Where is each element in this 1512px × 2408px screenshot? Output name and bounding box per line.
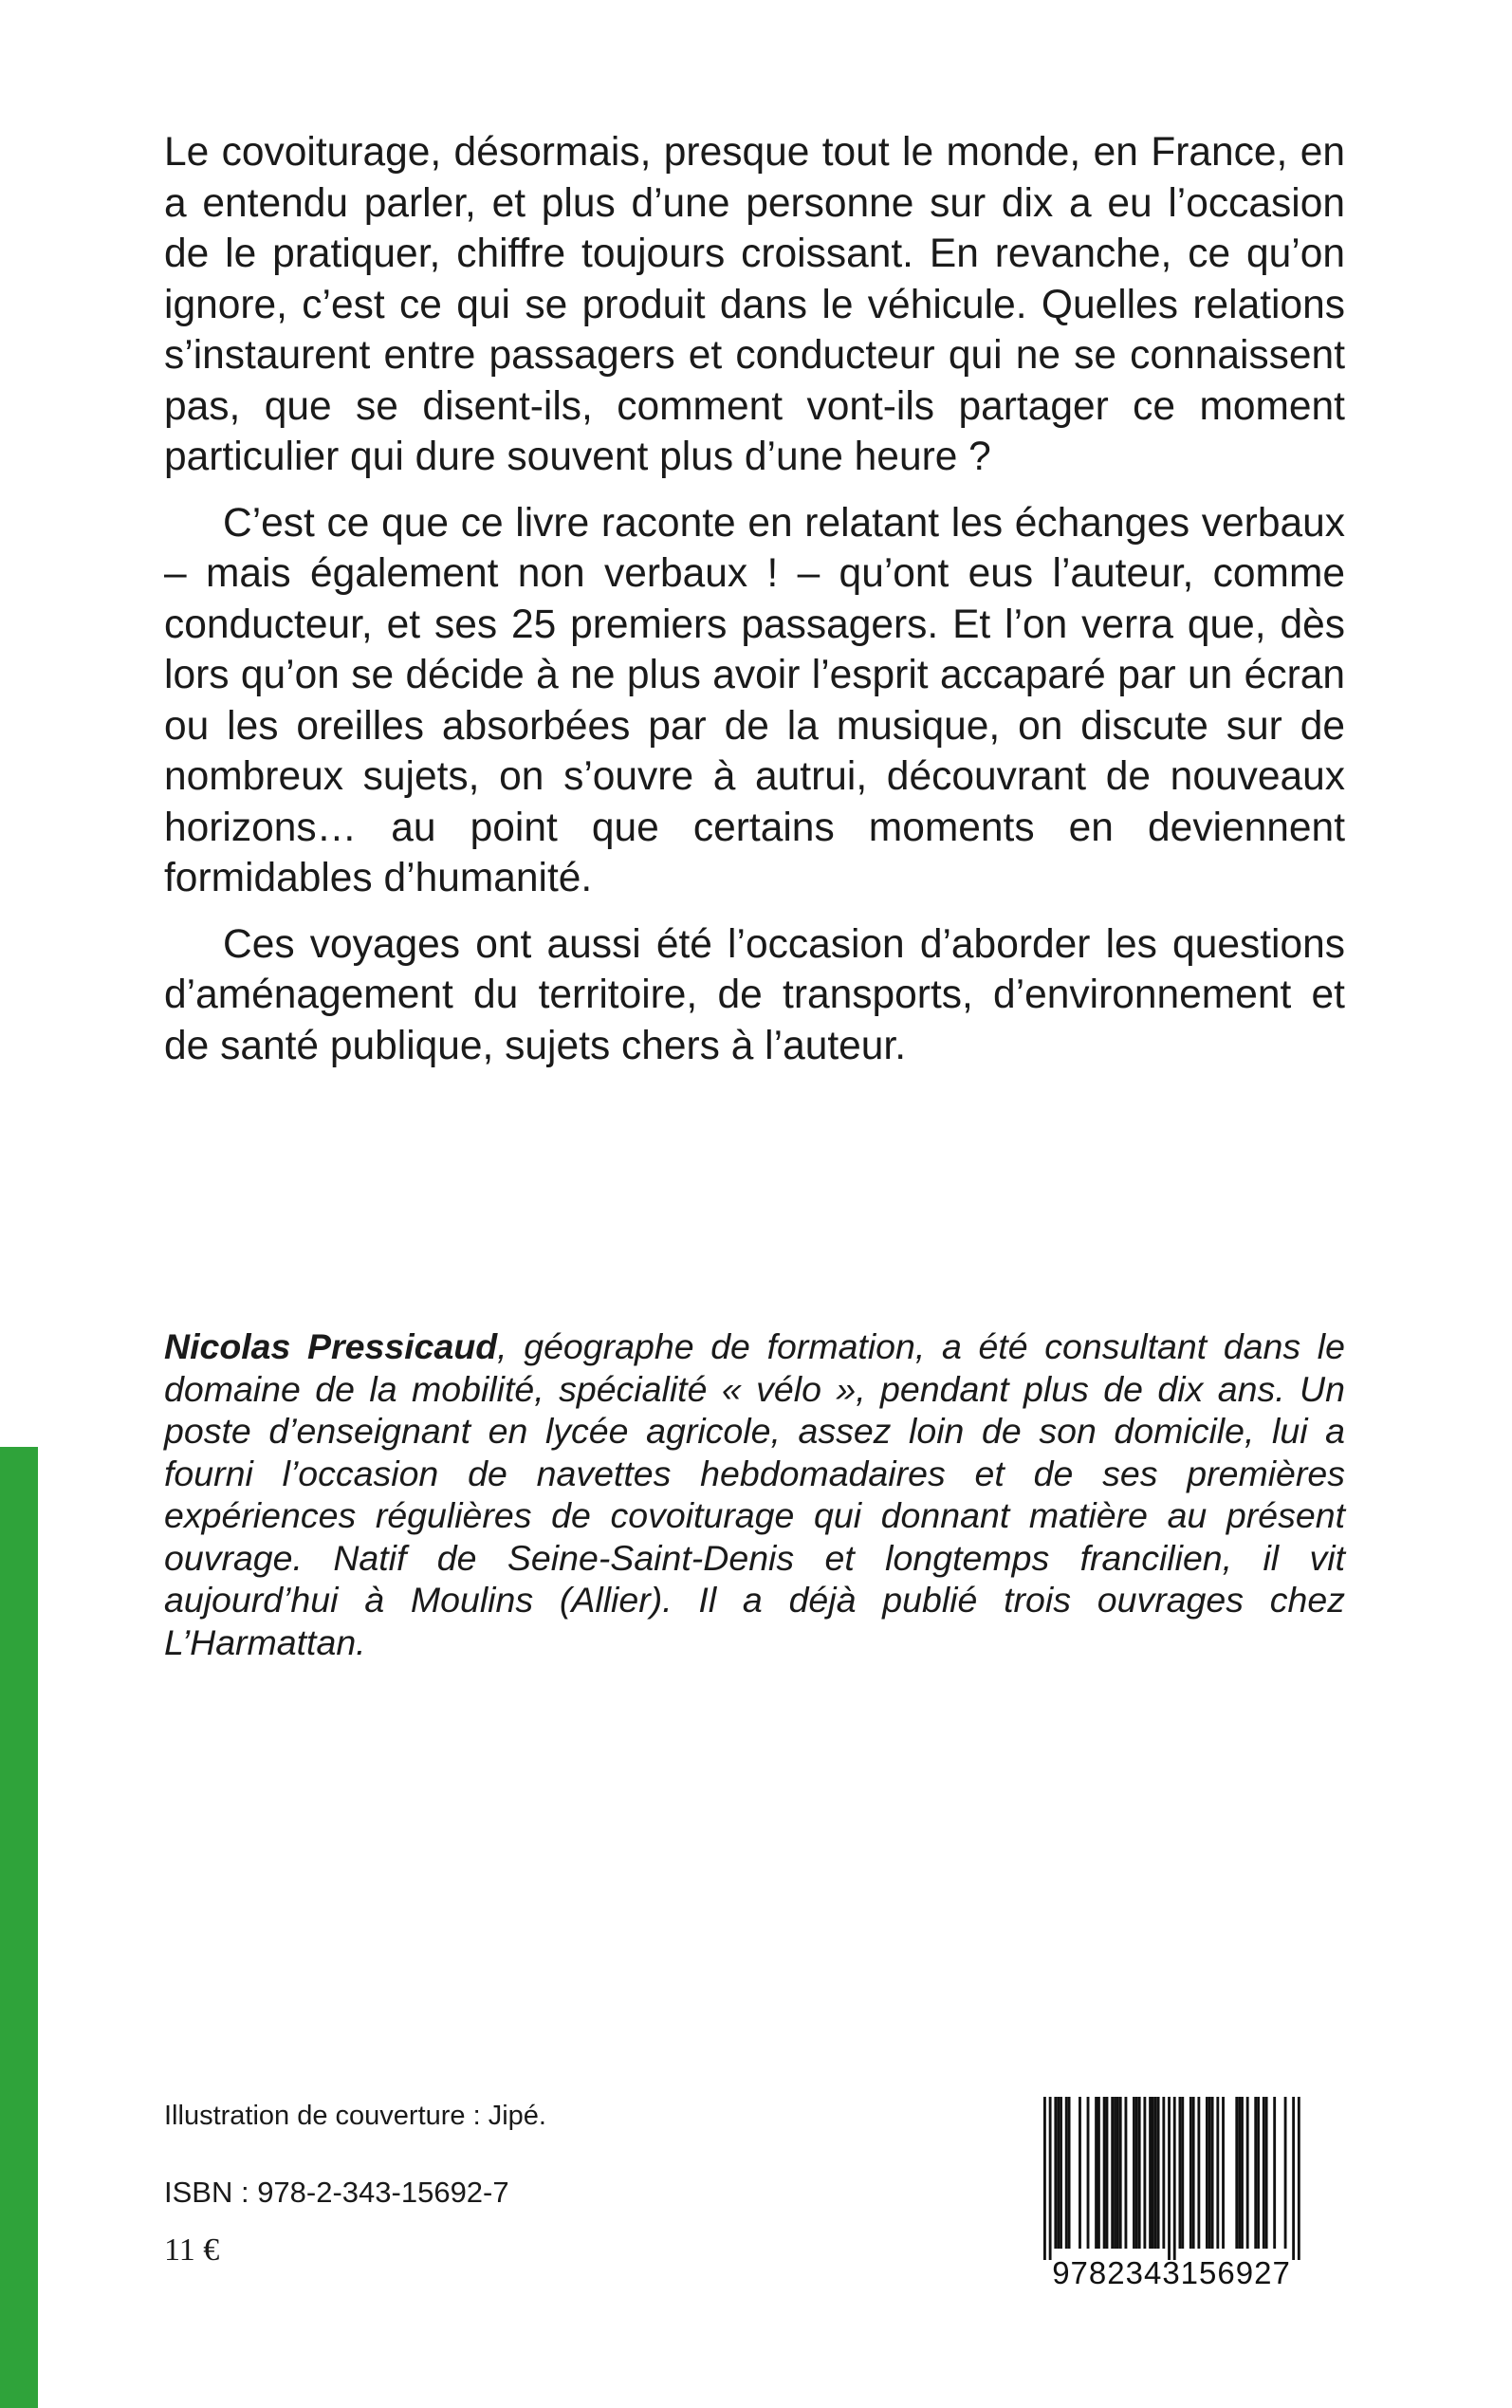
barcode-bar — [1284, 2097, 1287, 2249]
barcode-bar — [1135, 2097, 1138, 2249]
barcode-bar — [1192, 2097, 1195, 2249]
illustration-credit: Illustration de couverture : Jipé. — [164, 2101, 546, 2131]
barcode-bar — [1043, 2097, 1046, 2260]
barcode-bar — [1133, 2097, 1135, 2249]
barcode-bar — [1114, 2097, 1116, 2249]
barcode-bar — [1208, 2097, 1211, 2249]
green-side-stripe — [0, 1447, 38, 2408]
barcode-bar — [1157, 2097, 1160, 2249]
isbn: ISBN : 978-2-343-15692-7 — [164, 2176, 509, 2209]
barcode-bar — [1097, 2097, 1100, 2249]
barcode-bar — [1222, 2097, 1225, 2249]
barcode-bar — [1103, 2097, 1106, 2249]
barcode-bar — [1079, 2097, 1081, 2249]
barcode-bar — [1211, 2097, 1214, 2249]
barcode-bar — [1197, 2097, 1200, 2249]
barcode-bar — [1087, 2097, 1090, 2249]
barcode-bar — [1060, 2097, 1062, 2249]
barcode-bar — [1179, 2097, 1182, 2249]
author-bio — [164, 1325, 1345, 1663]
synopsis-paragraph-2: C’est ce que ce livre raconte en relatant les échanges verbaux – mais également non verbaux ! – qu’ont eus l’auteur, comme conducteur, et ses 25 premiers passagers. Et l’on verra que, dès lors qu’on se décide à ne plus avoir l’esprit accaparé par un écran ou les oreilles absorbées par de la musique, on discute sur de nombreux sujets, on s’ouvre à autrui, découvrant de nouveaux horizons… au point que certains moments en deviennent formidables d’humanité. — [164, 500, 1345, 900]
barcode-bar — [1095, 2097, 1097, 2249]
barcode-bar — [1263, 2097, 1265, 2249]
isbn-barcode — [1029, 2097, 1314, 2296]
barcode-bar — [1173, 2097, 1176, 2260]
barcode-bar — [1154, 2097, 1157, 2249]
barcode-bar — [1241, 2097, 1244, 2249]
barcode-bars — [1029, 2097, 1314, 2260]
barcode-bar — [1235, 2097, 1238, 2249]
barcode-bar — [1116, 2097, 1119, 2249]
author-name: Nicolas Pressicaud — [164, 1326, 498, 1366]
barcode-bar — [1292, 2097, 1295, 2260]
barcode-bar — [1119, 2097, 1122, 2249]
synopsis-paragraph-1: Le covoiturage, désormais, presque tout le monde, en France, en a entendu parler, et plus d’une personne sur dix a eu l’occasion de le pratiquer, chiffre toujours croissant. En revanche, ce qu’on ignore, c’est ce qui se produit dans le véhicule. Quelles relations s’instaurent entre passagers et conducteur qui ne se connaissent pas, que se disent-ils, comment vont-ils partager ce moment particulier qui dure souvent plus d’une heure ? — [164, 130, 1345, 479]
barcode-bar — [1216, 2097, 1219, 2249]
barcode-bar — [1054, 2097, 1057, 2249]
price: 11 € — [164, 2232, 220, 2268]
barcode-bar — [1149, 2097, 1152, 2249]
author-bio-text: , géographe de formation, a été consultant dans le domaine de la mobilité, spécialité « vélo », pendant plus de dix ans. Un poste d’enseignant en lycée agricole, assez loin de son domicile, lui a fourni l’occasion de navettes hebdomadaires et de ses premières expériences régulières de covoiturage qui donnant matière au présent ouvrage. Natif de Seine-Saint-Denis et longtemps francilien, il vit aujourd’hui à Moulins (Allier). Il a déjà publié trois ouvrages chez L’Harmattan. — [164, 1326, 1345, 1662]
barcode-bar — [1049, 2097, 1052, 2260]
barcode-bar — [1065, 2097, 1068, 2249]
barcode-digits: 9782343156927 — [1052, 2255, 1291, 2290]
barcode-bar — [1152, 2097, 1154, 2249]
barcode-bar — [1238, 2097, 1241, 2249]
barcode-bar — [1257, 2097, 1260, 2249]
barcode-bar — [1265, 2097, 1268, 2249]
barcode-bar — [1143, 2097, 1146, 2249]
barcode-bar — [1057, 2097, 1060, 2249]
barcode-bar — [1189, 2097, 1192, 2249]
synopsis — [164, 127, 1345, 1086]
barcode-bar — [1125, 2097, 1128, 2249]
barcode-bar — [1273, 2097, 1276, 2249]
barcode-bar — [1254, 2097, 1257, 2249]
barcode-bar — [1206, 2097, 1208, 2249]
barcode-bar — [1106, 2097, 1109, 2249]
barcode-bar — [1162, 2097, 1165, 2249]
barcode-bar — [1168, 2097, 1171, 2260]
barcode-bar — [1298, 2097, 1300, 2260]
barcode-bar — [1246, 2097, 1249, 2249]
synopsis-paragraph-3: Ces voyages ont aussi été l’occasion d’aborder les questions d’aménagement du territoire, de transports, d’environnement et de santé publique, sujets chers à l’auteur. — [164, 921, 1345, 1068]
barcode-bar — [1138, 2097, 1141, 2249]
barcode-bar — [1068, 2097, 1071, 2249]
barcode-bar — [1111, 2097, 1114, 2249]
barcode-bar — [1181, 2097, 1184, 2249]
